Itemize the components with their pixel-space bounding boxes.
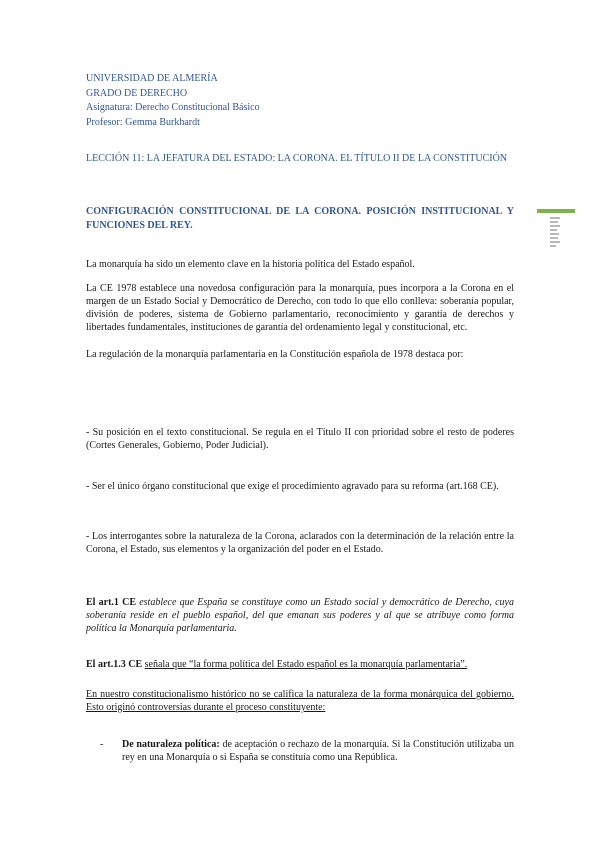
paragraph-ce-1978: La CE 1978 establece una novedosa configuración para la monarquía, pues incorpora a la Corona en el margen de un Estado Social y Democrático de Derecho, con todo lo que ello conlleva: soberanía popular, división de poderes, sistema de Gobierno parlamentario, reconocimiento y garantía de derechos y libertades fundamentales, instituciones de garantía del ordenamiento legal y constitucional, etc. bbox=[86, 283, 514, 333]
bullet-political-nature bbox=[102, 738, 514, 764]
bullet-text: de aceptación o rechazo de la monarquía. Si la Constitución utilizaba un rey en una Monarquía o si España se constituía como una República. bbox=[122, 739, 514, 763]
thumbnail-line bbox=[550, 221, 558, 223]
thumbnail-line bbox=[550, 237, 558, 239]
paragraph-regulation: La regulación de la monarquía parlamentaria en la Constitución española de 1978 destaca por: bbox=[86, 349, 464, 360]
lesson-title: LECCIÓN 11: LA JEFATURA DEL ESTADO: LA CORONA. EL TÍTULO II DE LA CONSTITUCIÓN bbox=[86, 153, 508, 164]
art-1-text: establece que España se constituye como un Estado social y democrático de Derecho, cuya soberanía reside en el pueblo español, del que emanan sus poderes y al que se atribuye como forma política la Monarquía parlamentaria. bbox=[86, 597, 514, 634]
section-title-text: CONFIGURACIÓN CONSTITUCIONAL DE LA CORONA. POSICIÓN INSTITUCIONAL Y FUNCIONES DEL REY. bbox=[86, 206, 514, 231]
paragraph-intro: La monarquía ha sido un elemento clave en la historia política del Estado español. bbox=[86, 259, 415, 270]
thumbnail-green-bar bbox=[537, 209, 575, 213]
thumbnail-line bbox=[550, 233, 559, 235]
thumbnail-line bbox=[550, 217, 560, 219]
bullet-label: De naturaleza política: bbox=[122, 739, 220, 750]
thumbnail-line bbox=[550, 229, 557, 231]
thumbnail-line bbox=[550, 245, 556, 247]
section-title bbox=[86, 205, 514, 233]
subject-name: Asignatura: Derecho Constitucional Básico bbox=[86, 102, 260, 113]
paragraph-art-1-3 bbox=[86, 658, 514, 671]
paragraph-position: - Su posición en el texto constitucional. Se regula en el Título II con prioridad sobre el resto de poderes (Cortes Generales, Gobierno, Poder Judicial). bbox=[86, 427, 514, 451]
paragraph-questions: - Los interrogantes sobre la naturaleza de la Corona, aclarados con la determinación de la relación entre la Corona, el Estado, sus elementos y la organización del poder en el Estado. bbox=[86, 531, 514, 555]
art-1-3-label: El art.1.3 CE bbox=[86, 659, 145, 670]
thumbnail-line bbox=[550, 225, 560, 227]
constitutionalism-text: En nuestro constitucionalismo histórico no se califica la naturaleza de la forma monárquica del gobierno. Esto originó controversias durante el proceso constituyente: bbox=[86, 689, 514, 713]
paragraph-art-1 bbox=[86, 596, 514, 635]
art-1-label: El art.1 CE bbox=[86, 597, 140, 608]
document-header bbox=[86, 72, 260, 130]
bullet-content bbox=[122, 738, 514, 764]
degree-name: GRADO DE DERECHO bbox=[86, 87, 188, 99]
art-1-3-text: señala que “la forma política del Estado español es la monarquía parlamentaria”. bbox=[144, 659, 468, 670]
paragraph-reform: - Ser el único órgano constitucional que exige el procedimiento agravado para su reforma (art.168 CE). bbox=[86, 481, 499, 492]
university-name: UNIVERSIDAD DE ALMERÍA bbox=[86, 73, 218, 84]
bullet-mark: - bbox=[100, 739, 104, 750]
thumbnail-line bbox=[550, 241, 560, 243]
page-thumbnail bbox=[537, 209, 575, 249]
professor-name: Profesor: Gemma Burkhardt bbox=[86, 116, 200, 128]
paragraph-constitutionalism bbox=[86, 688, 514, 714]
